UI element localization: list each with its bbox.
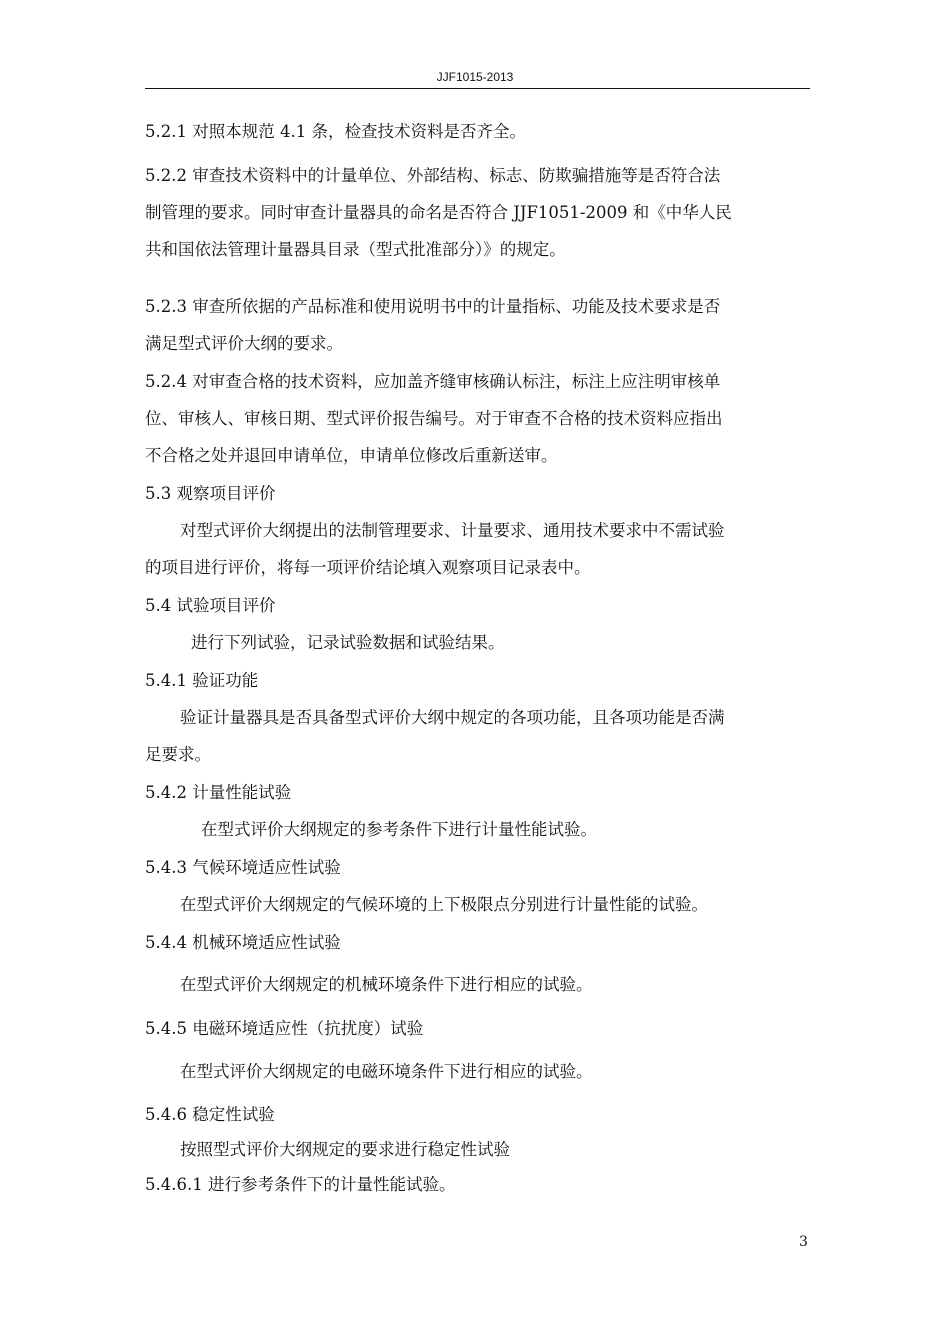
paragraph-5-4-3: 在型式评价大纲规定的气候环境的上下极限点分别进行计量性能的试验。	[180, 895, 708, 914]
paragraph-5-4-4: 在型式评价大纲规定的机械环境条件下进行相应的试验。	[180, 975, 593, 994]
heading-5-4-4: 5.4.4 机械环境适应性试验	[145, 933, 341, 952]
heading-5-4: 5.4 试验项目评价	[145, 596, 276, 615]
clause-5-2-4-line-1: 5.2.4 对审查合格的技术资料，应加盖齐缝审核确认标注，标注上应注明审核单	[145, 372, 721, 391]
clause-5-2-1: 5.2.1 对照本规范 4.1 条，检查技术资料是否齐全。	[145, 122, 526, 141]
header-divider	[145, 88, 810, 89]
header-document-code: JJF1015-2013	[436, 70, 514, 84]
paragraph-5-4-2: 在型式评价大纲规定的参考条件下进行计量性能试验。	[201, 820, 597, 839]
clause-5-2-2-line-1: 5.2.2 审查技术资料中的计量单位、外部结构、标志、防欺骗措施等是否符合法	[145, 166, 721, 185]
clause-5-2-4-line-3: 不合格之处并退回申请单位，申请单位修改后重新送审。	[145, 446, 558, 465]
paragraph-5-3-line-2: 的项目进行评价，将每一项评价结论填入观察项目记录表中。	[145, 558, 591, 577]
clause-5-2-3-line-2: 满足型式评价大纲的要求。	[145, 334, 343, 353]
clause-5-4-6-1: 5.4.6.1 进行参考条件下的计量性能试验。	[145, 1175, 456, 1194]
heading-5-3: 5.3 观察项目评价	[145, 484, 276, 503]
paragraph-5-3-line-1: 对型式评价大纲提出的法制管理要求、计量要求、通用技术要求中不需试验	[180, 521, 725, 540]
paragraph-5-4: 进行下列试验，记录试验数据和试验结果。	[191, 633, 505, 652]
clause-5-2-2-line-2: 制管理的要求。同时审查计量器具的命名是否符合 JJF1051-2009 和《中华人民	[145, 203, 732, 222]
heading-5-4-3: 5.4.3 气候环境适应性试验	[145, 858, 341, 877]
heading-5-4-5: 5.4.5 电磁环境适应性（抗扰度）试验	[145, 1019, 424, 1038]
paragraph-5-4-1-line-2: 足要求。	[145, 745, 211, 764]
paragraph-5-4-5: 在型式评价大纲规定的电磁环境条件下进行相应的试验。	[180, 1062, 593, 1081]
clause-5-2-2-line-3: 共和国依法管理计量器具目录（型式批准部分）》的规定。	[145, 240, 566, 259]
clause-5-2-4-line-2: 位、审核人、审核日期、型式评价报告编号。对于审查不合格的技术资料应指出	[145, 409, 723, 428]
heading-5-4-6: 5.4.6 稳定性试验	[145, 1105, 275, 1124]
paragraph-5-4-1-line-1: 验证计量器具是否具备型式评价大纲中规定的各项功能，且各项功能是否满	[180, 708, 725, 727]
heading-5-4-2: 5.4.2 计量性能试验	[145, 783, 292, 802]
clause-5-2-3-line-1: 5.2.3 审查所依据的产品标准和使用说明书中的计量指标、功能及技术要求是否	[145, 297, 721, 316]
page-number: 3	[799, 1234, 808, 1250]
paragraph-5-4-6: 按照型式评价大纲规定的要求进行稳定性试验	[180, 1140, 510, 1159]
heading-5-4-1: 5.4.1 验证功能	[145, 671, 259, 690]
